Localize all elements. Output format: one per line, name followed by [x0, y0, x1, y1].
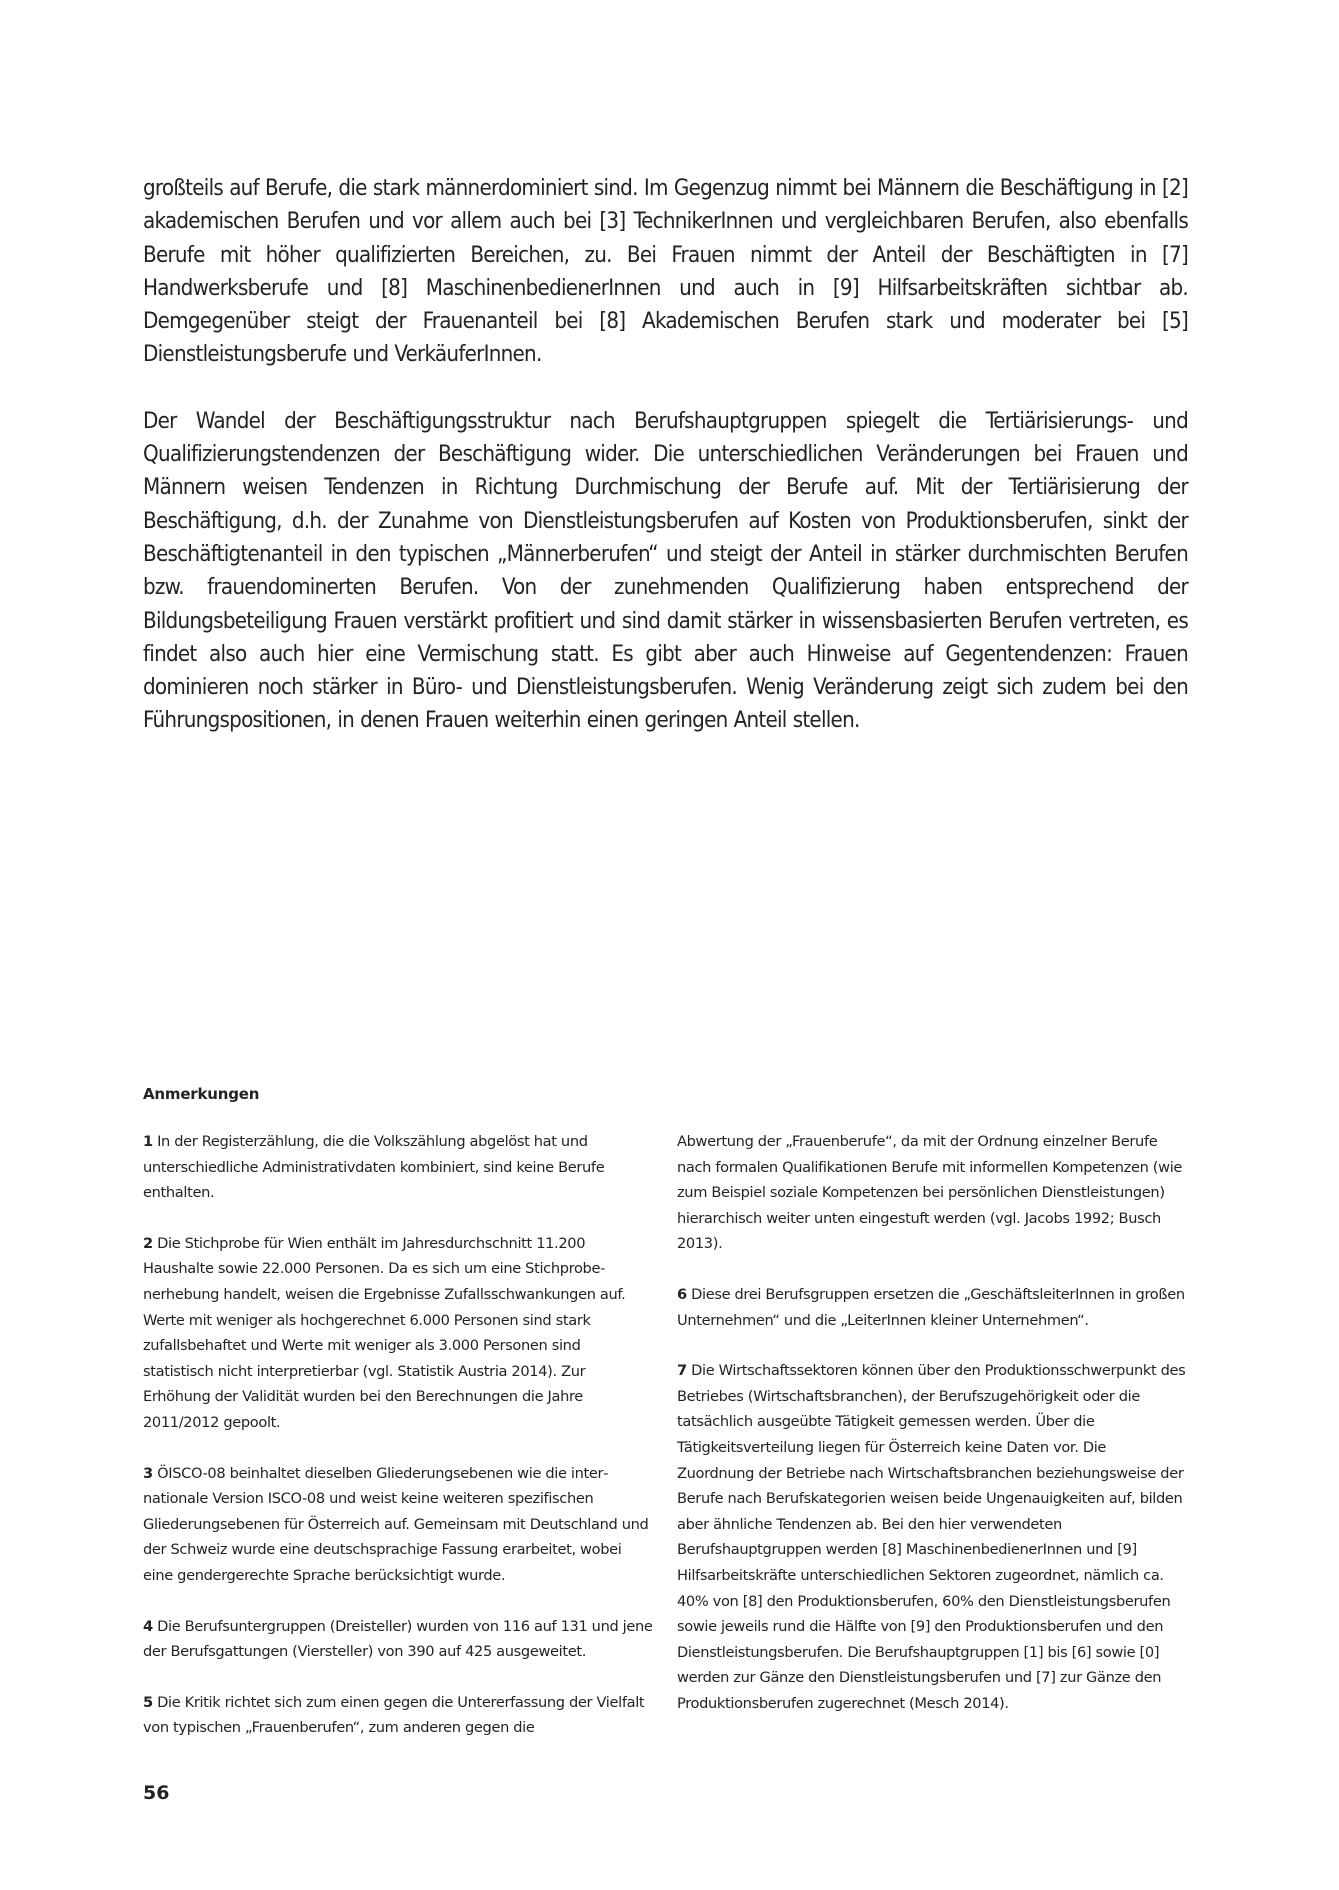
footnote-text: ÖISCO-08 beinhaltet dieselben Gliederungsebenen wie die internationale Version ISCO-08 und weist keine weiteren spezifischen Gliederungsebenen für Österreich auf. Gemeinsam mit Deutschland und der Schweiz wurde eine deutschsprachige Fassung erarbeitet, wobei eine gendergerechte Sprache berücksichtigt wurde. [143, 1464, 649, 1584]
footnote-number: 1 [143, 1133, 153, 1150]
notes-column-left [143, 1129, 653, 1766]
footnote-2 [143, 1231, 653, 1436]
paragraph: großteils auf Berufe, die stark männerdominiert sind. Im Gegenzug nimmt bei Männern die Beschäftigung in [2] akademischen Berufen und vor allem auch bei [3] TechnikerInnen und vergleichbaren Berufen, also ebenfalls Berufe mit höher qualifizierten Bereichen, zu. Bei Frauen nimmt der Anteil der Beschäftigten in [7] Handwerksberufe und [8] MaschinenbedienerInnen und auch in [9] Hilfsarbeitskräften sichtbar ab. Demgegenüber steigt der Frauenanteil bei [8] Akademischen Berufen stark und moderater bei [5] Dienstleistungsberufe und VerkäuferInnen. [143, 175, 1188, 368]
notes-column-right [677, 1129, 1187, 1741]
footnote-4 [143, 1614, 653, 1665]
footnote-number: 3 [143, 1464, 153, 1482]
footnote-text: Diese drei Berufsgruppen ersetzen die „GeschäftsleiterInnen in großen Unternehmen“ und die „LeiterInnen kleiner Unternehmen“. [677, 1285, 1185, 1329]
notes-heading: Anmerkungen [143, 1085, 260, 1103]
paragraph: Der Wandel der Beschäftigungsstruktur nach Berufshauptgruppen spiegelt die Tertiärisierungs- und Qualifizierungstendenzen der Beschäftigung wider. Die unterschiedlichen Veränderungen bei Frauen und Männern weisen Tendenzen in Richtung Durchmischung der Berufe auf. Mit der Tertiärisierung der Beschäftigung, d.h. der Zunahme von Dienstleistungsberufen auf Kosten von Produktionsberufen, sinkt der Beschäftigtenanteil in den typischen „Männerberufen“ und steigt der Anteil in stärker durchmischten Berufen bzw. frauendominerten Berufen. Von der zunehmenden Qualifizierung haben entsprechend der Bildungsbeteiligung Frauen verstärkt profitiert und sind damit stärker in wissensbasierten Berufen vertreten, es findet also auch hier eine Vermischung statt. Es gibt aber auch Hinweise auf Gegentendenzen: Frauen dominieren noch stärker in Büro- und Dienstleistungsberufen. Wenig Veränderung zeigt sich zudem bei den Führungspositionen, in denen Frauen weiterhin einen geringen Anteil stellen. [143, 407, 1188, 734]
footnote-5 [143, 1690, 653, 1741]
footnote-1 [143, 1129, 653, 1206]
footnote-7 [677, 1358, 1187, 1716]
footnote-3 [143, 1461, 653, 1589]
footnote-number: 7 [677, 1362, 687, 1380]
footnote-number: 4 [143, 1617, 153, 1635]
footnote-6 [677, 1282, 1187, 1333]
footnote-text: Die Kritik richtet sich zum einen gegen die Untererfassung der Vielfalt von typischen „Frauenberufen“, zum anderen gegen die [143, 1693, 645, 1737]
footnote-number: 6 [677, 1285, 687, 1303]
footnote-text: Die Stichprobe für Wien enthält im Jahresdurchschnitt 11.200 Haushalte sowie 22.000 Personen. Da es sich um eine Stichprobenerhebung handelt, weisen die Ergebnisse Zufallsschwankungen auf. Werte mit weniger als hochgerechnet 6.000 Personen sind stark zufallsbehaftet und Werte mit weniger als 3.000 Personen sind statistisch nicht interpretierbar (vgl. Statistik Austria 2014). Zur Erhöhung der Validität wurden bei den Berechnungen die Jahre 2011/2012 gepoolt. [143, 1234, 626, 1431]
footnote-text: Die Wirtschaftssektoren können über den Produktionsschwerpunkt des Betriebes (Wirtschaftsbranchen), der Berufszugehörigkeit oder die tatsächlich ausgeübte Tätigkeit gemessen werden. Über die Tätigkeitsverteilung liegen für Österreich keine Daten vor. Die Zuordnung der Betriebe nach Wirtschaftsbranchen beziehungsweise der Berufe nach Berufskategorien weisen beide Ungenauigkeiten auf, bilden aber ähnliche Tendenzen ab. Bei den hier verwendeten Berufshauptgruppen werden [8] MaschinenbedienerInnen und [9] Hilfsarbeitskräfte unterschiedlichen Sektoren zugeordnet, nämlich ca. 40% von [8] den Produktionsberufen, 60% den Dienstleistungsberufen sowie jeweils rund die Hälfte von [9] den Produktionsberufen und den Dienstleistungsberufen. Die Berufshauptgruppen [1] bis [6] sowie [0] werden zur Gänze den Dienstleistungsberufen und [7] zur Gänze den Produktionsberufen zugerechnet (Mesch 2014). [677, 1362, 1186, 1712]
footnote-text: In der Registerzählung, die die Volkszählung abgelöst hat und unterschiedliche Administrativdaten kombiniert, sind keine Berufe enthalten. [143, 1133, 605, 1202]
footnote-number: 2 [143, 1234, 153, 1252]
footnote-5-continued [677, 1129, 1187, 1257]
footnote-text: Abwertung der „Frauenberufe“, da mit der Ordnung einzelner Berufe nach formalen Qualifikationen Berufe mit informellen Kompetenzen (wie zum Beispiel soziale Kompetenzen bei persönlichen Dienstleistungen) hierarchisch weiter unten eingestuft werden (vgl. Jacobs 1992; Busch 2013). [677, 1133, 1183, 1253]
footnote-number: 5 [143, 1693, 153, 1711]
page-number: 56 [143, 1782, 170, 1804]
footnote-text: Die Berufsuntergruppen (Dreisteller) wurden von 116 auf 131 und jene der Berufsgattungen (Viersteller) von 390 auf 425 ausgeweitet. [143, 1617, 653, 1661]
main-text [143, 172, 1188, 738]
